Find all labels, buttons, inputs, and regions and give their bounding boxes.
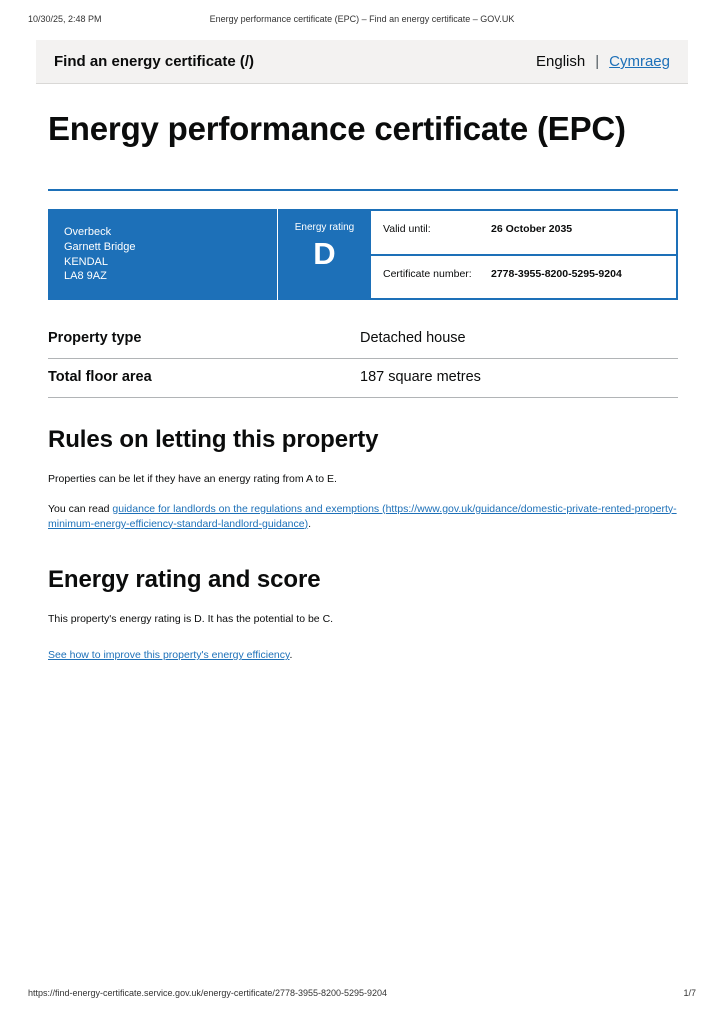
valid-until-label: Valid until:: [383, 222, 431, 235]
print-header: [0, 14, 724, 24]
table-row: [48, 320, 678, 359]
rules-heading: Rules on letting this property: [48, 426, 379, 454]
property-type-label: Property type: [48, 330, 142, 347]
property-address: [48, 209, 278, 300]
certificate-number-row: [371, 256, 676, 299]
energy-rating-block: [278, 209, 371, 300]
page-title: Energy performance certificate (EPC): [48, 110, 626, 147]
address-line-3: KENDAL: [64, 255, 109, 268]
total-floor-area-value: 187 square metres: [360, 369, 481, 386]
print-date: 10/30/25, 2:48 PM: [28, 14, 102, 24]
language-welsh-link[interactable]: Cymraeg: [609, 53, 670, 70]
energy-rating-letter: D: [313, 235, 336, 271]
property-details-list: [48, 320, 678, 398]
improve-efficiency-block: [48, 649, 678, 661]
service-banner: [36, 40, 688, 84]
certificate-number-value: 2778-3955-8200-5295-9204: [491, 267, 622, 280]
landlord-guidance-link[interactable]: guidance for landlords on the regulations and exemptions (https://www.gov.uk/guidance/domestic-private-rented-property-minimum-energy-efficiency-standard-landlord-guidance): [48, 502, 677, 530]
main-content: [48, 110, 678, 661]
energy-rating-label: Energy rating: [294, 221, 355, 233]
valid-until-row: [371, 211, 676, 256]
footer-url: https://find-energy-certificate.service.gov.uk/energy-certificate/2778-3955-8200-5295-9204: [28, 988, 388, 998]
language-separator: |: [595, 53, 600, 70]
language-current: English: [536, 53, 586, 70]
address-line-1: Overbeck: [64, 225, 112, 238]
address-postcode: LA8 9AZ: [64, 270, 107, 283]
energy-rating-paragraph: This property's energy rating is D. It has the potential to be C.: [48, 612, 334, 625]
table-row: [48, 359, 678, 398]
rules-paragraph-2-prefix: You can read: [48, 502, 113, 515]
rules-paragraph-2: [48, 502, 678, 532]
property-type-value: Detached house: [360, 330, 466, 347]
title-divider: [48, 189, 678, 191]
rules-paragraph-1: Properties can be let if they have an energy rating from A to E.: [48, 473, 337, 486]
address-line-2: Garnett Bridge: [64, 240, 136, 253]
improve-efficiency-link[interactable]: See how to improve this property's energy efficiency: [48, 649, 290, 662]
valid-until-value: 26 October 2035: [491, 222, 573, 235]
footer-page-number: 1/7: [683, 988, 696, 998]
certificate-facts: [371, 209, 678, 300]
certificate-number-label: Certificate number:: [383, 267, 472, 280]
print-doc-title: Energy performance certificate (EPC) – Find an energy certificate – GOV.UK: [209, 14, 515, 24]
print-footer: [0, 988, 724, 998]
certificate-summary: [48, 209, 678, 300]
improve-efficiency-suffix: .: [289, 649, 293, 662]
language-switcher: [536, 53, 670, 70]
rules-paragraph-2-suffix: .: [308, 517, 312, 530]
service-name-link[interactable]: Find an energy certificate (/): [54, 53, 255, 70]
total-floor-area-label: Total floor area: [48, 369, 152, 386]
energy-rating-heading: Energy rating and score: [48, 565, 321, 593]
